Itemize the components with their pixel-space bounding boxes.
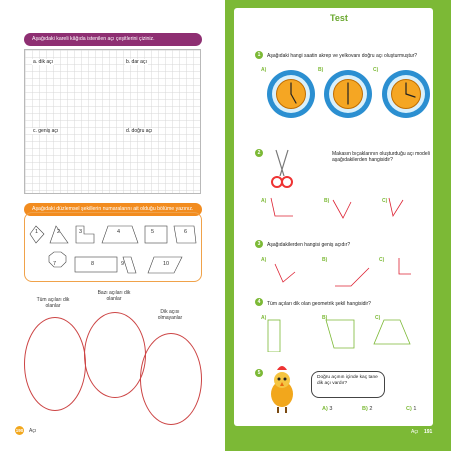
q3-option-c[interactable]: C)	[379, 257, 385, 263]
q2-option-a[interactable]: A)	[261, 198, 267, 204]
q1-option-c[interactable]: C)	[373, 67, 379, 73]
grid-paper[interactable]	[24, 49, 201, 194]
q3-option-b[interactable]: B)	[322, 257, 328, 263]
question-number-5: 5	[255, 369, 263, 377]
q3-angle-figures	[269, 254, 439, 294]
question-5-speech-bubble	[311, 371, 385, 398]
question-number-4: 4	[255, 298, 263, 306]
shape-5	[145, 226, 167, 243]
question-1-text: Aşağıdaki hangi saatin akrep ve yelkovanı doğru açı oluşturmuştur?	[267, 53, 418, 59]
page-label-left: Açı	[29, 428, 37, 434]
shape-num-1: 1	[35, 229, 39, 235]
q4-option-a[interactable]: A)	[261, 315, 267, 321]
question-number-1: 1	[255, 51, 263, 59]
q2-option-b[interactable]: B)	[324, 198, 330, 204]
q5-option-a[interactable]	[322, 406, 332, 412]
page-number-left: 190	[15, 428, 24, 433]
shape-num-6: 6	[184, 229, 188, 235]
q4-option-c[interactable]: C)	[375, 315, 381, 321]
shape-num-8: 8	[91, 261, 95, 267]
q2-option-c[interactable]: C)	[382, 198, 388, 204]
q5-option-c[interactable]	[406, 406, 416, 412]
shape-9	[123, 257, 136, 273]
shape-num-7: 7	[53, 261, 57, 267]
instruction-banner-1: Aşağıdaki kareli kâğıda istenilen açı çeşitlerini çiziniz.	[24, 33, 202, 46]
shape-num-9: 9	[121, 261, 125, 267]
q5-option-a-letter: A)	[322, 406, 328, 412]
circle-some-right[interactable]	[84, 312, 146, 398]
left-page	[0, 0, 225, 451]
grid-label-a: a. dik açı	[33, 59, 54, 65]
test-title: Test	[330, 13, 348, 23]
group-label-no-right: Dik açısı olmayanlar	[157, 309, 183, 321]
mascot-bird-icon	[265, 364, 299, 416]
circle-all-right[interactable]	[24, 317, 86, 411]
shapes-drawing	[24, 212, 202, 282]
test-panel	[234, 8, 433, 426]
question-number-3: 3	[255, 240, 263, 248]
scissors-icon	[270, 148, 294, 192]
q5-option-c-letter: C)	[406, 406, 412, 412]
shape-num-2: 2	[57, 229, 61, 235]
question-number-2: 2	[255, 149, 263, 157]
group-label-some-right: Bazı açıları dik olanlar	[97, 290, 131, 302]
question-4-text: Tüm açıları dik olan geometrik şekil hangisidir?	[267, 301, 371, 307]
page-label-right: Açı	[411, 429, 419, 435]
right-page	[225, 0, 451, 451]
shape-num-3: 3	[79, 229, 83, 235]
q4-option-b[interactable]: B)	[322, 315, 328, 321]
shape-num-4: 4	[117, 229, 121, 235]
q3-option-a[interactable]: A)	[261, 257, 267, 263]
shape-num-5: 5	[151, 229, 155, 235]
q1-option-b[interactable]: B)	[318, 67, 324, 73]
grid-label-d: d. doğru açı	[126, 128, 153, 134]
page-number-right: 191	[424, 429, 433, 435]
question-5-text: Doğru açının içinde kaç tane dik açı vardır?	[317, 375, 378, 386]
question-2-text: Makasın bıçaklarının oluşturduğu açı modeli aşağıdakilerden hangisidir?	[332, 151, 430, 164]
grid-label-b: b. dar açı	[126, 59, 147, 65]
q5-option-b-letter: B)	[362, 406, 368, 412]
group-label-all-right: Tüm açıları dik olanlar	[36, 297, 70, 309]
shape-7	[49, 252, 66, 267]
shape-8	[75, 257, 117, 272]
grid-label-c: c. geniş açı	[33, 128, 59, 134]
instruction-banner-2: Aşağıdaki düzlemsel şekillerin numaralarını ait olduğu bölüme yazınız.	[24, 203, 202, 216]
q2-angle-figures	[269, 196, 439, 224]
circle-no-right[interactable]	[140, 333, 202, 425]
q5-option-c-value: 1	[413, 406, 417, 412]
question-3-text: Aşağıdakilerden hangisi geniş açıdır?	[267, 242, 351, 248]
q5-option-b[interactable]	[362, 406, 372, 412]
q4-shape-figures	[264, 312, 434, 352]
clock-hands	[267, 70, 437, 118]
q1-option-a[interactable]: A)	[261, 67, 267, 73]
q5-option-b-value: 2	[369, 406, 373, 412]
q5-option-a-value: 3	[329, 406, 333, 412]
shape-num-10: 10	[163, 261, 170, 267]
